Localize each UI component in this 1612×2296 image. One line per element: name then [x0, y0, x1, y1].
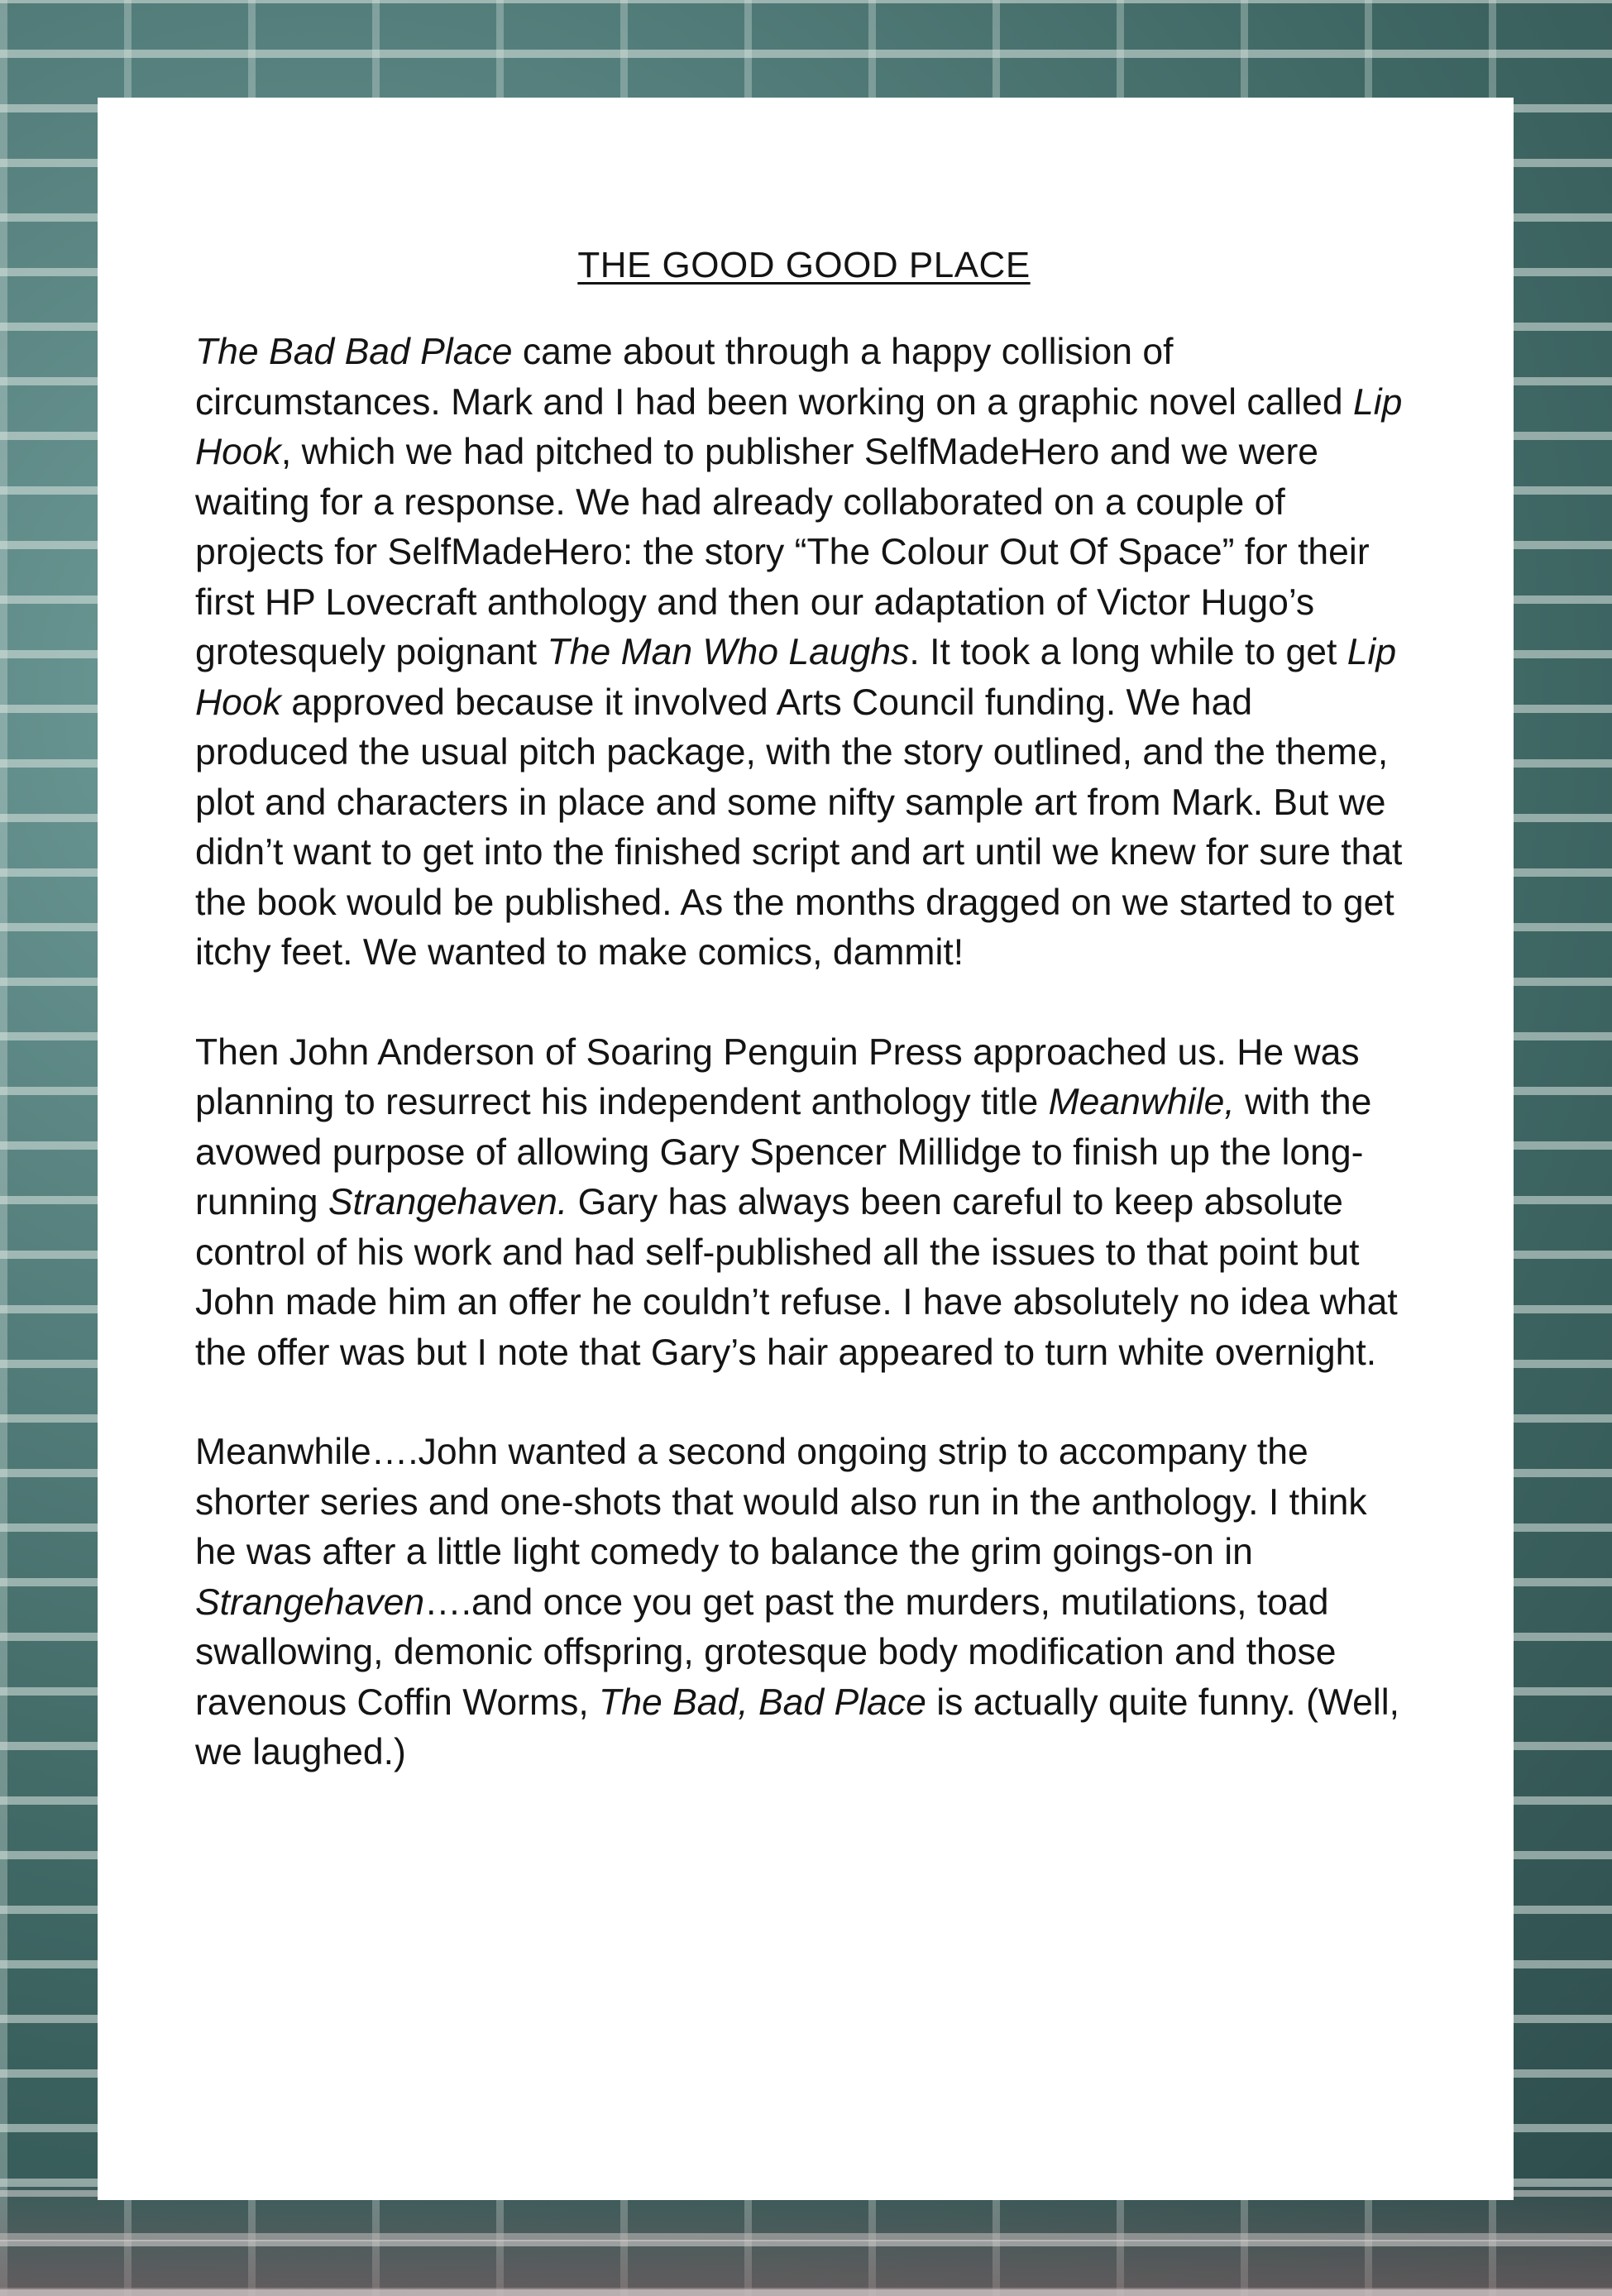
paragraph-3-segment: ….and once you get past the murders, mutilations, toad swallowing, demonic offspring, grotesque body modification and those ravenous Coffin Worms, — [195, 1581, 1337, 1723]
paragraph-1-segment: The Man Who Laughs — [547, 632, 910, 672]
paragraph-2-segment: with the avowed purpose of allowing Gary Spencer Millidge to finish up the long-running — [195, 1082, 1372, 1222]
text-page — [98, 98, 1514, 2200]
paragraph-1-segment: The Bad Bad Place — [195, 332, 513, 372]
paragraph-3-segment: Meanwhile….John wanted a second ongoing strip to accompany the shorter series and one-shots that would also run in the anthology. I think he was after a little light comedy to balance the grim goings-on in — [195, 1432, 1367, 1572]
paragraph-2-segment: Gary has always been careful to keep absolute control of his work and had self-published all the issues to that point but John made him an offer he couldn’t refuse. I have absolutely no idea what the offer was but I note that Gary’s hair appeared to turn white overnight. — [195, 1182, 1398, 1373]
paragraph-2 — [195, 1028, 1413, 1379]
paragraph-3-segment: The Bad, Bad Place — [599, 1681, 926, 1723]
paragraph-2-segment: Strangehaven. — [328, 1182, 568, 1222]
paragraph-3-segment: is actually quite funny. (Well, we laughed.) — [195, 1681, 1400, 1772]
paragraph-1 — [195, 328, 1413, 978]
paragraph-3-segment: Strangehaven — [195, 1581, 425, 1623]
paragraph-1-segment: approved because it involved Arts Council funding. We had produced the usual pitch package, with the story outlined, and the theme, plot and characters in place and some nifty sample art from Mark. But we didn’t want to get into the finished script and art until we knew for sure that the book would be published. As the months dragged on we started to get itchy feet. We wanted to make comics, dammit! — [195, 682, 1403, 973]
paragraph-1-segment: Lip Hook — [195, 381, 1403, 472]
paragraph-1-segment: Lip Hook — [195, 632, 1397, 723]
paragraph-3 — [195, 1428, 1413, 1778]
paragraph-2-segment: Meanwhile, — [1048, 1082, 1235, 1122]
paragraph-1-segment: , which we had pitched to publisher SelfMadeHero and we were waiting for a response. We had already collaborated on a couple of projects for SelfMadeHero: the story “The Colour Out Of Space” for their first HP Lovecraft anthology and then our adaptation of Victor Hugo’s grotesquely poignant — [195, 432, 1370, 672]
paragraph-1-segment: . It took a long while to get — [909, 632, 1347, 672]
paragraph-2-segment: Then John Anderson of Soaring Penguin Press approached us. He was planning to resurrect his independent anthology title — [195, 1031, 1360, 1122]
page-title: THE GOOD GOOD PLACE — [577, 245, 1031, 285]
paragraph-1-segment: came about through a happy collision of circumstances. Mark and I had been working on a graphic novel called — [195, 332, 1354, 423]
